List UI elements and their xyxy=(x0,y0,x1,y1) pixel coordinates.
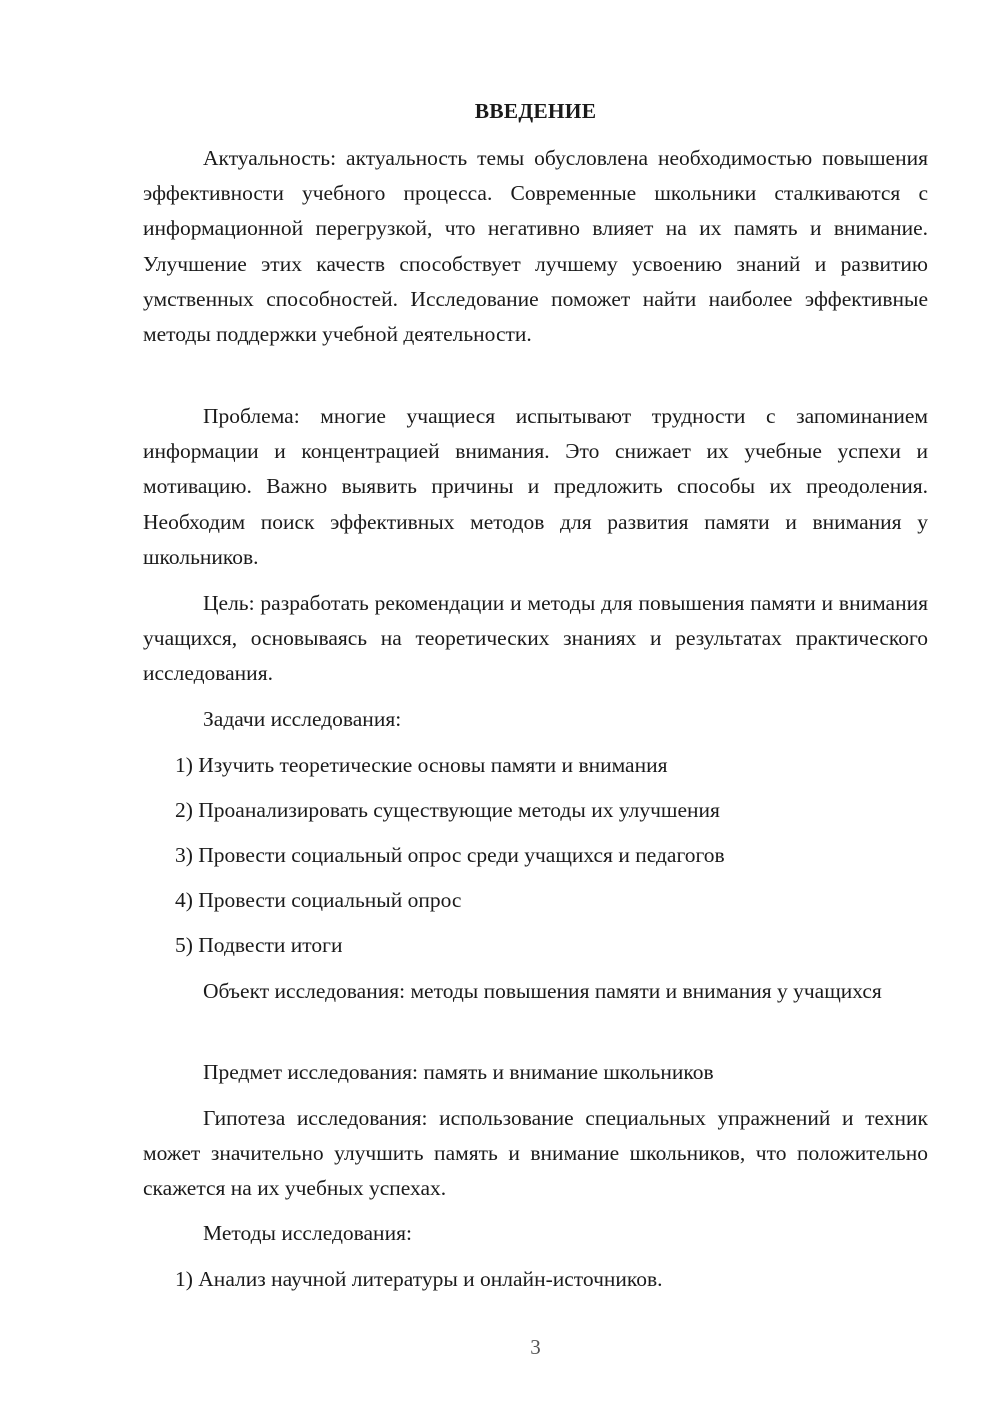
hypothesis-paragraph: Гипотеза исследования: использование специальных упражнений и техник может значительно улучшить память и внимание школьников, что положительно скажется на их учебных успехах. xyxy=(143,1106,928,1201)
task-item-3: 3) Провести социальный опрос среди учащихся и педагогов xyxy=(175,843,725,867)
tasks-title: Задачи исследования: xyxy=(203,707,402,731)
task-item-2: 2) Проанализировать существующие методы их улучшения xyxy=(175,798,720,822)
methods-title: Методы исследования: xyxy=(203,1221,412,1245)
object-paragraph: Объект исследования: методы повышения памяти и внимания у учащихся xyxy=(203,979,882,1003)
goal-paragraph: Цель: разработать рекомендации и методы для повышения памяти и внимания учащихся, основываясь на теоретических знаниях и результатах практического исследования. xyxy=(143,591,928,686)
relevance-paragraph: Актуальность: актуальность темы обусловлена необходимостью повышения эффективности учебного процесса. Современные школьники сталкиваются с информационной перегрузкой, что негативно влияет на их память и внимание. Улучшение этих качеств способствует лучшему усвоению знаний и развитию умственных способностей. Исследование поможет найти наиболее эффективные методы поддержки учебной деятельности. xyxy=(143,146,928,347)
page-number: 3 xyxy=(530,1335,541,1359)
section-heading: ВВЕДЕНИЕ xyxy=(474,99,597,123)
task-item-5: 5) Подвести итоги xyxy=(175,933,343,957)
problem-paragraph: Проблема: многие учащиеся испытывают трудности с запоминанием информации и концентрацией внимания. Это снижает их учебные успехи и мотивацию. Важно выявить причины и предложить способы их преодоления. Необходим поиск эффективных методов для развития памяти и внимания у школьников. xyxy=(143,404,928,569)
task-item-1: 1) Изучить теоретические основы памяти и внимания xyxy=(175,753,668,777)
subject-line: Предмет исследования: память и внимание школьников xyxy=(203,1060,714,1084)
method-item-1: 1) Анализ научной литературы и онлайн-источников. xyxy=(175,1267,663,1291)
task-item-4: 4) Провести социальный опрос xyxy=(175,888,462,912)
